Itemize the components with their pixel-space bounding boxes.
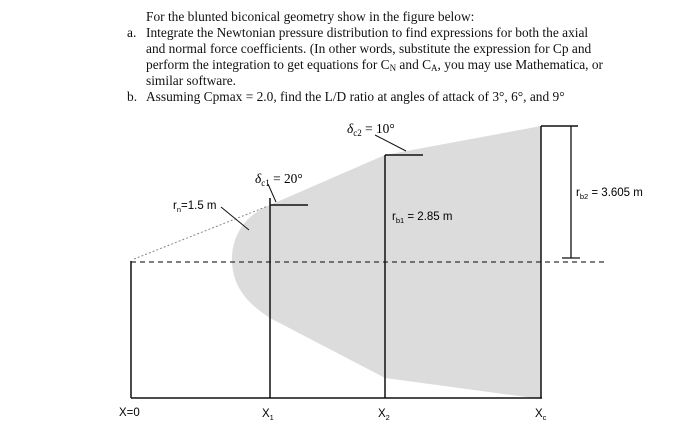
- xc-label: $X_c$: [535, 408, 547, 422]
- axial-sub: A: [431, 63, 438, 73]
- delta-c2-leader: [375, 135, 406, 151]
- normal-sub: N: [389, 63, 397, 73]
- rb2-label: $r_{b2} = 3.605$ m: [576, 187, 643, 201]
- rn-leader: [221, 207, 249, 230]
- rn-label: $r_n=1.5$ m: [173, 200, 217, 214]
- question-a-line-2: and normal force coefficients. (In other words, substitute the expression for Cp and: [146, 41, 592, 56]
- question-a-line-4: similar software.: [146, 73, 236, 88]
- rb1-label: $r_{b1} = 2.85$ m: [392, 211, 453, 225]
- question-a-line-3-part: and C: [396, 57, 432, 72]
- question-b-text: Assuming Cpmax = 2.0, find the L/D ratio at angles of attack of 3°, 6°, and 9°: [146, 89, 565, 104]
- question-a-line-3-part: , you may use Mathematica, or: [437, 57, 604, 72]
- x1-label: $X_1$: [262, 408, 274, 422]
- question-a-line-1: Integrate the Newtonian pressure distribution to find expressions for both the axial: [146, 25, 589, 40]
- x0-label: X=0: [119, 407, 140, 419]
- x2-label: $X_2$: [378, 408, 390, 422]
- problem-intro: For the blunted biconical geometry show in the figure below:: [146, 9, 475, 24]
- delta-c1-label: $\delta_{c1} = 20^\circ$: [255, 171, 303, 188]
- question-a-label: a.: [127, 25, 137, 40]
- question-b-label: b.: [127, 89, 138, 104]
- question-a-line-3-part: perform the integration to get equations for C: [146, 57, 390, 72]
- delta-c2-label: $\delta_{c2} = 10^\circ$: [347, 121, 395, 138]
